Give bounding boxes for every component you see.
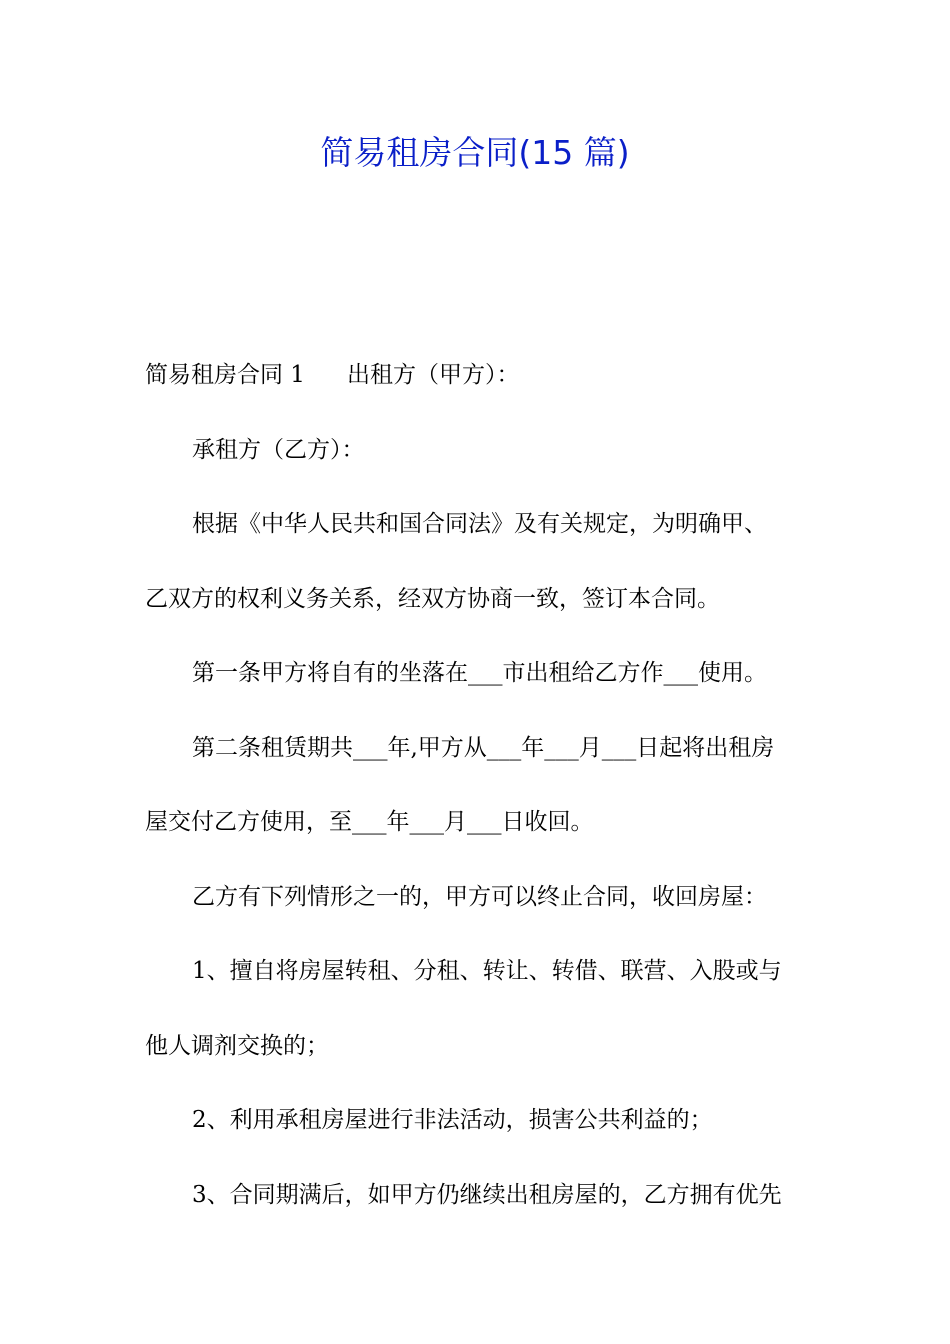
paragraph-line: 乙方有下列情形之一的，甲方可以终止合同，收回房屋： <box>192 883 767 910</box>
paragraph-line: 第一条甲方将自有的坐落在___市出租给乙方作___使用。 <box>192 660 767 686</box>
paragraph-line: 屋交付乙方使用，至___年___月___日收回。 <box>145 809 594 835</box>
paragraph-line: 他人调剂交换的； <box>145 1032 329 1059</box>
paragraph-line: 1、擅自将房屋转租、分租、转让、转借、联营、入股或与 <box>192 958 782 984</box>
document-title: 简易租房合同(15 篇) <box>320 133 630 172</box>
paragraph-line: 第二条租赁期共___年,甲方从___年___月___日起将出租房 <box>192 734 775 761</box>
document-body <box>145 338 810 1232</box>
lessor-label: 出租方（甲方）： <box>346 362 520 388</box>
paragraph-line: 根据《中华人民共和国合同法》及有关规定，为明确甲、 <box>192 511 767 537</box>
paragraph-line: 乙双方的权利义务关系，经双方协商一致，签订本合同。 <box>145 585 720 612</box>
contract-heading: 简易租房合同 1 <box>145 362 305 388</box>
paragraph-line <box>145 338 810 413</box>
paragraph-line: 2、利用承租房屋进行非法活动，损害公共利益的； <box>192 1107 713 1133</box>
paragraph-line: 3、合同期满后，如甲方仍继续出租房屋的，乙方拥有优先 <box>192 1181 782 1208</box>
paragraph-line: 承租方（乙方）： <box>192 436 365 463</box>
